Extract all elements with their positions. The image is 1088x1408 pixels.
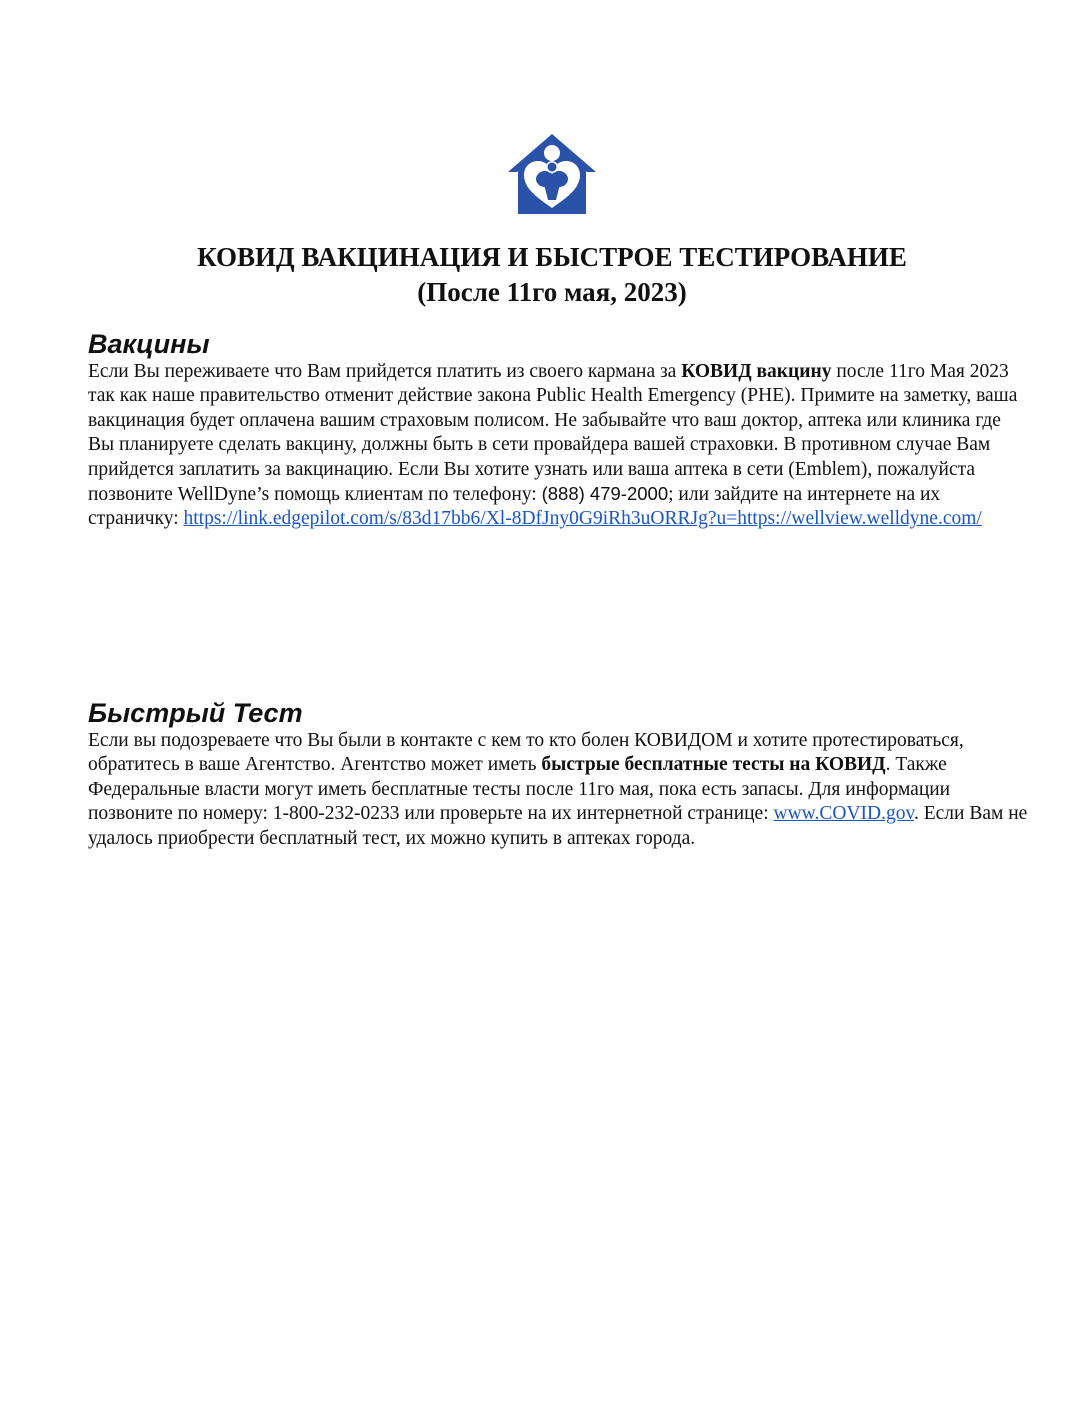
vaccines-text-2: после 11го Мая 2023 так как наше правительство отменит действие закона Public Health Emergency (PHE). Примите на заметку, ваша вакцинация будет оплачена вашим страховым полисом. Не забывайте что ваш доктор, аптека или клиника где Вы планируете сделать вакцину, должны быть в сети провайдера вашей страховки. В противном случае Вам прийдется заплатить за вакцинацию. Если Вы хотите узнать или ваша аптека в сети (Emblem), пожалуйста позвоните WellDyne’s помощь клиентам по телефону: <box>88 361 1018 506</box>
welldyne-phone: (888) 479-2000 <box>541 483 669 505</box>
rapid-test-paragraph <box>88 729 1028 851</box>
rapid-test-bold-text: быстрые бесплатные тесты на КОВИД <box>541 754 886 776</box>
rapid-test-section <box>88 697 1028 851</box>
rapid-test-text-1: Если вы подозреваете что Вы были в контакте с кем то кто болен КОВИДОМ и хотите протестироваться, обратитесь в ваше Агентство. Агентство может иметь <box>88 730 964 776</box>
rapid-test-text-3: . Если Вам не удалось приобрести бесплатный тест, их можно купить в аптеках города. <box>88 803 1028 849</box>
house-heart-family-logo-icon <box>508 134 596 214</box>
vaccines-section <box>88 328 1028 532</box>
vaccines-bold-text: КОВИД вакцину <box>681 361 832 382</box>
vaccines-paragraph <box>88 360 1028 532</box>
title-line-2: (После 11го мая, 2023) <box>417 277 687 307</box>
rapid-test-heading: Быстрый Тест <box>88 698 303 728</box>
vaccines-text-3: ; или зайдите на интернете на их страничку: <box>88 484 941 530</box>
vaccines-heading: Вакцины <box>88 329 210 359</box>
covid-gov-link[interactable]: www.COVID.gov <box>773 803 914 825</box>
vaccines-text-1: Если Вы переживаете что Вам прийдется платить из своего кармана за <box>88 361 682 382</box>
rapid-test-text-2: . Также Федеральные власти могут иметь бесплатные тесты после 11го мая, пока есть запасы. Для информации позвоните по номеру: 1-800-232-0233 или проверьте на их интернетной странице: <box>88 754 951 825</box>
wellview-link[interactable]: https://link.edgepilot.com/s/83d17bb6/Xl-8DfJny0G9iRh3uORRJg?u=https://wellview.welldyne.com/ <box>183 508 982 530</box>
title-line-1: КОВИД ВАКЦИНАЦИЯ И БЫСТРОЕ ТЕСТИРОВАНИЕ <box>197 242 907 272</box>
page-title <box>0 240 1088 310</box>
